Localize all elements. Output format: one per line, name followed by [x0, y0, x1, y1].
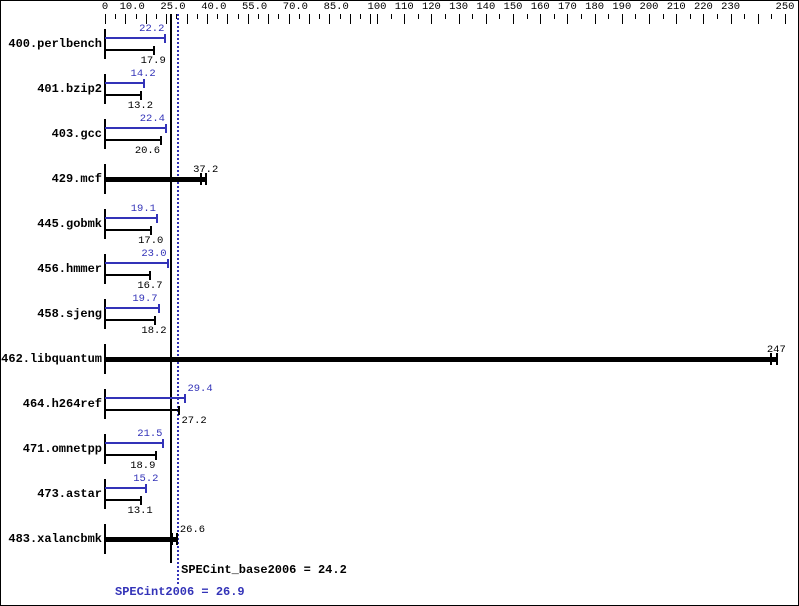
peak-value-label: 22.4 [139, 113, 165, 125]
axis-tick-label: 170 [557, 1, 577, 13]
base-value-label: 13.2 [127, 100, 154, 112]
combined-value-label: 37.2 [193, 163, 219, 176]
axis-tick [744, 14, 745, 19]
axis-tick [350, 14, 351, 24]
base-bar [105, 49, 154, 51]
row-axis-baseline [104, 74, 106, 104]
axis-tick [540, 14, 541, 24]
benchmark-name-label: 445.gobmk [37, 217, 102, 231]
benchmark-name-label: 483.xalancbmk [8, 532, 102, 546]
axis-tick-label: 25.0 [160, 1, 186, 13]
base-value-label: 27.2 [181, 415, 207, 427]
peak-bar-endcap [184, 394, 186, 403]
axis-tick [731, 14, 732, 24]
axis-tick [676, 14, 677, 24]
axis-tick-label: 180 [585, 1, 605, 13]
axis-tick [663, 14, 664, 19]
axis-tick [238, 14, 239, 19]
axis-tick [207, 14, 208, 24]
axis-tick [248, 14, 249, 24]
axis-tick [289, 14, 290, 24]
axis-tick-label: 110 [394, 1, 414, 13]
axis-tick [299, 14, 300, 19]
base-bar [105, 229, 151, 231]
peak-value-label: 21.5 [137, 428, 163, 440]
bar-end-marker [176, 533, 178, 545]
axis-tick [445, 14, 446, 19]
base-bar-endcap [150, 226, 152, 235]
peak-value-label: 14.2 [130, 68, 156, 80]
axis-tick [635, 14, 636, 19]
benchmark-name-label: 400.perlbench [8, 37, 102, 51]
peak-mean-line [177, 14, 179, 584]
axis-tick [329, 14, 330, 24]
axis-tick [360, 14, 361, 19]
axis-tick-label: 230 [721, 1, 741, 13]
base-bar-endcap [153, 46, 155, 55]
axis-tick-label: 40.0 [201, 1, 227, 13]
base-bar [105, 274, 150, 276]
peak-bar-endcap [167, 259, 169, 268]
axis-tick-label: 150 [503, 1, 523, 13]
combined-value-label: 26.6 [179, 523, 206, 536]
axis-tick [717, 14, 718, 19]
peak-bar-endcap [164, 34, 166, 43]
combined-result-bar [105, 357, 777, 362]
base-value-label: 17.0 [138, 235, 164, 247]
axis-tick [690, 14, 691, 19]
axis-tick-label: 0 [101, 1, 109, 13]
row-axis-baseline [104, 119, 106, 149]
peak-bar [105, 397, 185, 399]
row-axis-baseline [104, 254, 106, 284]
base-bar [105, 499, 141, 501]
combined-result-bar [105, 537, 177, 542]
base-value-label: 17.9 [140, 55, 166, 67]
benchmark-name-label: 403.gcc [51, 127, 102, 141]
axis-tick [472, 14, 473, 19]
axis-tick [166, 14, 167, 24]
axis-tick-label: 220 [693, 1, 713, 13]
peak-bar [105, 262, 168, 264]
axis-tick [268, 14, 269, 24]
axis-tick-label: 130 [449, 1, 469, 13]
specint2006-result-text: SPECint2006 = 26.9 [115, 585, 245, 599]
axis-tick [554, 14, 555, 19]
base-bar-endcap [160, 136, 162, 145]
base-bar-endcap [178, 406, 180, 415]
axis-tick [105, 14, 106, 24]
benchmark-name-label: 458.sjeng [37, 307, 102, 321]
peak-value-label: 29.4 [187, 383, 213, 395]
axis-tick [486, 14, 487, 24]
axis-tick [771, 14, 772, 19]
base-bar [105, 94, 141, 96]
axis-tick-label: 200 [639, 1, 659, 13]
axis-tick [595, 14, 596, 24]
axis-tick [459, 14, 460, 24]
base-bar-endcap [140, 91, 142, 100]
axis-tick [608, 14, 609, 19]
axis-tick [278, 14, 279, 19]
axis-tick [187, 14, 188, 24]
peak-bar [105, 217, 157, 219]
peak-bar [105, 442, 163, 444]
base-bar [105, 319, 155, 321]
axis-tick-label: 210 [666, 1, 686, 13]
axis-tick-label: 160 [530, 1, 550, 13]
axis-tick [370, 14, 371, 24]
axis-tick [115, 14, 116, 19]
axis-tick [217, 14, 218, 19]
peak-bar-endcap [158, 304, 160, 313]
base-value-label: 20.6 [134, 145, 161, 157]
axis-tick-label: 70.0 [282, 1, 308, 13]
peak-value-label: 19.1 [130, 203, 156, 215]
benchmark-name-label: 473.astar [37, 487, 102, 501]
row-axis-baseline [104, 29, 106, 59]
row-axis-baseline [104, 434, 106, 464]
axis-tick [258, 14, 259, 19]
axis-tick [377, 14, 378, 24]
base-bar-endcap [155, 451, 157, 460]
axis-tick [622, 14, 623, 24]
axis-tick [404, 14, 405, 24]
axis-tick [227, 14, 228, 24]
axis-tick [125, 14, 126, 24]
base-value-label: 18.2 [141, 325, 167, 337]
axis-tick [785, 14, 786, 24]
benchmark-name-label: 401.bzip2 [37, 82, 102, 96]
base-value-label: 16.7 [137, 280, 163, 292]
peak-bar-endcap [162, 439, 164, 448]
axis-tick [391, 14, 392, 19]
axis-tick-label: 250 [775, 1, 795, 13]
peak-value-label: 15.2 [133, 473, 159, 485]
benchmark-name-label: 429.mcf [51, 172, 102, 186]
axis-tick [581, 14, 582, 19]
row-axis-baseline [104, 389, 106, 419]
axis-tick [431, 14, 432, 24]
peak-bar [105, 307, 159, 309]
axis-tick [567, 14, 568, 24]
row-axis-baseline [104, 479, 106, 509]
axis-tick-label: 190 [612, 1, 632, 13]
base-bar-endcap [154, 316, 156, 325]
axis-tick [703, 14, 704, 24]
peak-bar-endcap [165, 124, 167, 133]
base-bar-endcap [149, 271, 151, 280]
axis-tick [418, 14, 419, 19]
axis-tick [136, 14, 137, 19]
bar-end-marker [171, 533, 173, 545]
peak-value-label: 22.2 [139, 23, 165, 35]
axis-tick [758, 14, 759, 24]
specint-base2006-result-text: SPECint_base2006 = 24.2 [181, 563, 347, 577]
axis-tick-label: 85.0 [323, 1, 349, 13]
base-bar [105, 454, 156, 456]
peak-value-label: 23.0 [141, 248, 167, 260]
row-axis-baseline [104, 299, 106, 329]
base-value-label: 13.1 [127, 505, 153, 517]
benchmark-name-label: 471.omnetpp [22, 442, 102, 456]
base-value-label: 18.9 [130, 460, 156, 472]
peak-bar [105, 487, 146, 489]
combined-value-label: 247 [766, 343, 786, 356]
benchmark-name-label: 464.h264ref [22, 397, 102, 411]
axis-tick-label: 55.0 [241, 1, 268, 13]
peak-bar [105, 82, 144, 84]
peak-bar [105, 37, 165, 39]
peak-bar-endcap [156, 214, 158, 223]
axis-tick [499, 14, 500, 19]
base-bar-endcap [140, 496, 142, 505]
base-bar [105, 409, 179, 411]
axis-tick [309, 14, 310, 24]
axis-tick [527, 14, 528, 19]
axis-tick-label: 140 [476, 1, 496, 13]
axis-tick-label: 120 [421, 1, 441, 13]
axis-tick [319, 14, 320, 19]
axis-tick [513, 14, 514, 24]
axis-tick [197, 14, 198, 19]
axis-tick [340, 14, 341, 19]
axis-tick [156, 14, 157, 19]
base-mean-line [170, 14, 172, 563]
peak-value-label: 19.7 [132, 293, 158, 305]
row-axis-baseline [104, 209, 106, 239]
axis-tick-label: 10.0 [119, 1, 145, 13]
axis-tick-label: 100 [367, 1, 387, 13]
base-bar [105, 139, 161, 141]
benchmark-name-label: 462.libquantum [1, 352, 102, 366]
combined-result-bar [105, 177, 206, 182]
peak-bar [105, 127, 166, 129]
axis-tick [649, 14, 650, 24]
benchmark-name-label: 456.hmmer [37, 262, 102, 276]
